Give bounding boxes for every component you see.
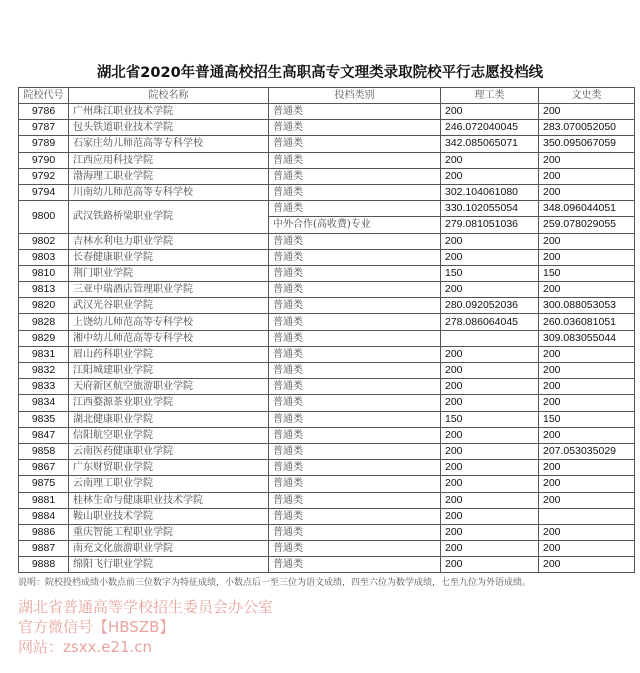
science-score: 278.086064045: [441, 314, 539, 330]
admission-category: 普通类: [269, 201, 441, 217]
science-score: 200: [441, 508, 539, 524]
table-row: [19, 265, 635, 281]
admission-category: 普通类: [269, 298, 441, 314]
liberal-arts-score: 200: [539, 233, 635, 249]
header-science: 理工类: [441, 88, 539, 104]
school-code: 9886: [19, 524, 69, 540]
school-code: 9789: [19, 136, 69, 152]
school-code: 9847: [19, 427, 69, 443]
school-name: 湖北健康职业学院: [69, 411, 269, 427]
science-score: 200: [441, 460, 539, 476]
science-score: 200: [441, 249, 539, 265]
liberal-arts-score: 200: [539, 282, 635, 298]
school-name: 上饶幼儿师范高等专科学校: [69, 314, 269, 330]
admission-category: 普通类: [269, 330, 441, 346]
table-row: [19, 508, 635, 524]
admission-category: 中外合作(高收费)专业: [269, 217, 441, 233]
school-name: 川南幼儿师范高等专科学校: [69, 184, 269, 200]
admission-category: 普通类: [269, 249, 441, 265]
table-row: [19, 476, 635, 492]
school-code: 9787: [19, 120, 69, 136]
admission-category: 普通类: [269, 136, 441, 152]
science-score: [441, 330, 539, 346]
school-name: 天府新区航空旅游职业学院: [69, 379, 269, 395]
science-score: 200: [441, 557, 539, 573]
liberal-arts-score: 150: [539, 265, 635, 281]
liberal-arts-score: 260.036081051: [539, 314, 635, 330]
admission-category: 普通类: [269, 346, 441, 362]
school-name: 武汉铁路桥梁职业学院: [69, 201, 269, 233]
liberal-arts-score: 350.095067059: [539, 136, 635, 152]
table-row: [19, 557, 635, 573]
school-name: 南充文化旅游职业学院: [69, 541, 269, 557]
school-code: 9820: [19, 298, 69, 314]
admission-category: 普通类: [269, 282, 441, 298]
school-code: 9832: [19, 363, 69, 379]
school-code: 9790: [19, 152, 69, 168]
school-name: 湘中幼儿师范高等专科学校: [69, 330, 269, 346]
science-score: 200: [441, 427, 539, 443]
school-code: 9858: [19, 443, 69, 459]
school-name: 石家庄幼儿师范高等专科学校: [69, 136, 269, 152]
school-code: 9884: [19, 508, 69, 524]
page-title: 湖北省2020年普通高校招生高职高专文理类录取院校平行志愿投档线: [96, 65, 544, 81]
liberal-arts-score: 200: [539, 427, 635, 443]
table-row: [19, 411, 635, 427]
science-score: 200: [441, 233, 539, 249]
admission-category: 普通类: [269, 152, 441, 168]
liberal-arts-score: 348.096044051: [539, 201, 635, 217]
school-code: 9835: [19, 411, 69, 427]
school-name: 江阳城建职业学院: [69, 363, 269, 379]
school-code: 9888: [19, 557, 69, 573]
school-code: 9810: [19, 265, 69, 281]
science-score: 200: [441, 282, 539, 298]
table-row: [19, 524, 635, 540]
school-code: 9829: [19, 330, 69, 346]
science-score: 200: [441, 346, 539, 362]
table-row: [19, 104, 635, 120]
science-score: 200: [441, 152, 539, 168]
school-code: 9833: [19, 379, 69, 395]
admission-category: 普通类: [269, 363, 441, 379]
table-row: [19, 152, 635, 168]
watermark-line: 网站：zsxx.e21.cn: [18, 638, 153, 657]
admission-category: 普通类: [269, 492, 441, 508]
admission-category: 普通类: [269, 168, 441, 184]
liberal-arts-score: 200: [539, 346, 635, 362]
header-type: 投档类别: [269, 88, 441, 104]
table-row: [19, 168, 635, 184]
school-code: 9802: [19, 233, 69, 249]
school-name: 重庆智能工程职业学院: [69, 524, 269, 540]
table-row: [19, 120, 635, 136]
admission-category: 普通类: [269, 476, 441, 492]
science-score: 200: [441, 379, 539, 395]
school-name: 渤海理工职业学院: [69, 168, 269, 184]
school-name: 广州珠江职业技术学院: [69, 104, 269, 120]
admission-category: 普通类: [269, 184, 441, 200]
admission-category: 普通类: [269, 395, 441, 411]
header-liberal-arts: 文史类: [539, 88, 635, 104]
admission-table: [18, 87, 635, 573]
science-score: 200: [441, 168, 539, 184]
school-code: 9834: [19, 395, 69, 411]
admission-category: 普通类: [269, 524, 441, 540]
admission-category: 普通类: [269, 541, 441, 557]
school-code: 9831: [19, 346, 69, 362]
table-row: [19, 460, 635, 476]
science-score: 200: [441, 395, 539, 411]
admission-category: 普通类: [269, 104, 441, 120]
watermark-line: 官方微信号【HBSZB】: [18, 618, 175, 637]
table-header: [19, 88, 635, 104]
school-code: 9803: [19, 249, 69, 265]
science-score: 330.102055054: [441, 201, 539, 217]
school-name: 荆门职业学院: [69, 265, 269, 281]
science-score: 342.085065071: [441, 136, 539, 152]
school-name: 信阳航空职业学院: [69, 427, 269, 443]
liberal-arts-score: 200: [539, 184, 635, 200]
school-code: 9887: [19, 541, 69, 557]
liberal-arts-score: [539, 508, 635, 524]
science-score: 279.081051036: [441, 217, 539, 233]
liberal-arts-score: 200: [539, 460, 635, 476]
table-row: [19, 136, 635, 152]
school-code: 9828: [19, 314, 69, 330]
table-row: [19, 443, 635, 459]
science-score: 200: [441, 363, 539, 379]
liberal-arts-score: 300.088053053: [539, 298, 635, 314]
liberal-arts-score: 200: [539, 557, 635, 573]
admission-category: 普通类: [269, 379, 441, 395]
liberal-arts-score: 200: [539, 363, 635, 379]
table-row: [19, 249, 635, 265]
school-code: 9792: [19, 168, 69, 184]
header-code: 院校代号: [19, 88, 69, 104]
table-row: [19, 395, 635, 411]
table-row: [19, 298, 635, 314]
table-row: [19, 184, 635, 200]
liberal-arts-score: 200: [539, 476, 635, 492]
school-name: 鞍山职业技术学院: [69, 508, 269, 524]
school-name: 桂林生命与健康职业技术学院: [69, 492, 269, 508]
liberal-arts-score: 259.078029055: [539, 217, 635, 233]
table-row: [19, 346, 635, 362]
admission-category: 普通类: [269, 314, 441, 330]
science-score: 302.104061080: [441, 184, 539, 200]
school-code: 9875: [19, 476, 69, 492]
science-score: 150: [441, 411, 539, 427]
school-code: 9881: [19, 492, 69, 508]
liberal-arts-score: 150: [539, 411, 635, 427]
watermark: [18, 597, 634, 657]
school-code: 9786: [19, 104, 69, 120]
liberal-arts-score: 200: [539, 168, 635, 184]
liberal-arts-score: 200: [539, 395, 635, 411]
science-score: 200: [441, 476, 539, 492]
admission-category: 普通类: [269, 508, 441, 524]
liberal-arts-score: 200: [539, 104, 635, 120]
school-code: 9867: [19, 460, 69, 476]
table-row: [19, 363, 635, 379]
admission-category: 普通类: [269, 265, 441, 281]
school-name: 长春健康职业学院: [69, 249, 269, 265]
admission-category: 普通类: [269, 427, 441, 443]
admission-category: 普通类: [269, 233, 441, 249]
admission-category: 普通类: [269, 411, 441, 427]
watermark-line: 湖北省普通高等学校招生委员会办公室: [18, 598, 274, 617]
school-name: 眉山药科职业学院: [69, 346, 269, 362]
table-row: [19, 427, 635, 443]
liberal-arts-score: 200: [539, 541, 635, 557]
school-name: 云南理工职业学院: [69, 476, 269, 492]
table-row: [19, 233, 635, 249]
liberal-arts-score: 207.053035029: [539, 443, 635, 459]
table-row: [19, 492, 635, 508]
science-score: 150: [441, 265, 539, 281]
science-score: 200: [441, 541, 539, 557]
table-row: [19, 541, 635, 557]
liberal-arts-score: 200: [539, 152, 635, 168]
school-name: 包头铁道职业技术学院: [69, 120, 269, 136]
footnote: 说明：院校投档成绩小数点前三位数字为特征成绩，小数点后一至三位为语文成绩，四至六位为数学成绩，七至九位为外语成绩。: [18, 578, 532, 589]
school-code: 9794: [19, 184, 69, 200]
admission-category: 普通类: [269, 460, 441, 476]
table-row: [19, 282, 635, 298]
science-score: 280.092052036: [441, 298, 539, 314]
liberal-arts-score: 200: [539, 524, 635, 540]
science-score: 200: [441, 524, 539, 540]
school-name: 云南医药健康职业学院: [69, 443, 269, 459]
table-row: [19, 314, 635, 330]
school-name: 江西婺源茶业职业学院: [69, 395, 269, 411]
admission-category: 普通类: [269, 120, 441, 136]
science-score: 200: [441, 492, 539, 508]
science-score: 246.072040045: [441, 120, 539, 136]
school-name: 广东财贸职业学院: [69, 460, 269, 476]
school-code: 9800: [19, 201, 69, 233]
science-score: 200: [441, 104, 539, 120]
table-row: [19, 330, 635, 346]
liberal-arts-score: 200: [539, 379, 635, 395]
liberal-arts-score: 309.083055044: [539, 330, 635, 346]
school-name: 三亚中瑞酒店管理职业学院: [69, 282, 269, 298]
table-row: [19, 201, 635, 217]
science-score: 200: [441, 443, 539, 459]
liberal-arts-score: 200: [539, 249, 635, 265]
school-name: 江西应用科技学院: [69, 152, 269, 168]
table-row: [19, 379, 635, 395]
admission-category: 普通类: [269, 443, 441, 459]
school-code: 9813: [19, 282, 69, 298]
admission-category: 普通类: [269, 557, 441, 573]
document-body: [18, 87, 634, 657]
school-name: 绵阳飞行职业学院: [69, 557, 269, 573]
liberal-arts-score: 283.070052050: [539, 120, 635, 136]
school-name: 吉林水利电力职业学院: [69, 233, 269, 249]
header-name: 院校名称: [69, 88, 269, 104]
school-name: 武汉光谷职业学院: [69, 298, 269, 314]
liberal-arts-score: 200: [539, 492, 635, 508]
